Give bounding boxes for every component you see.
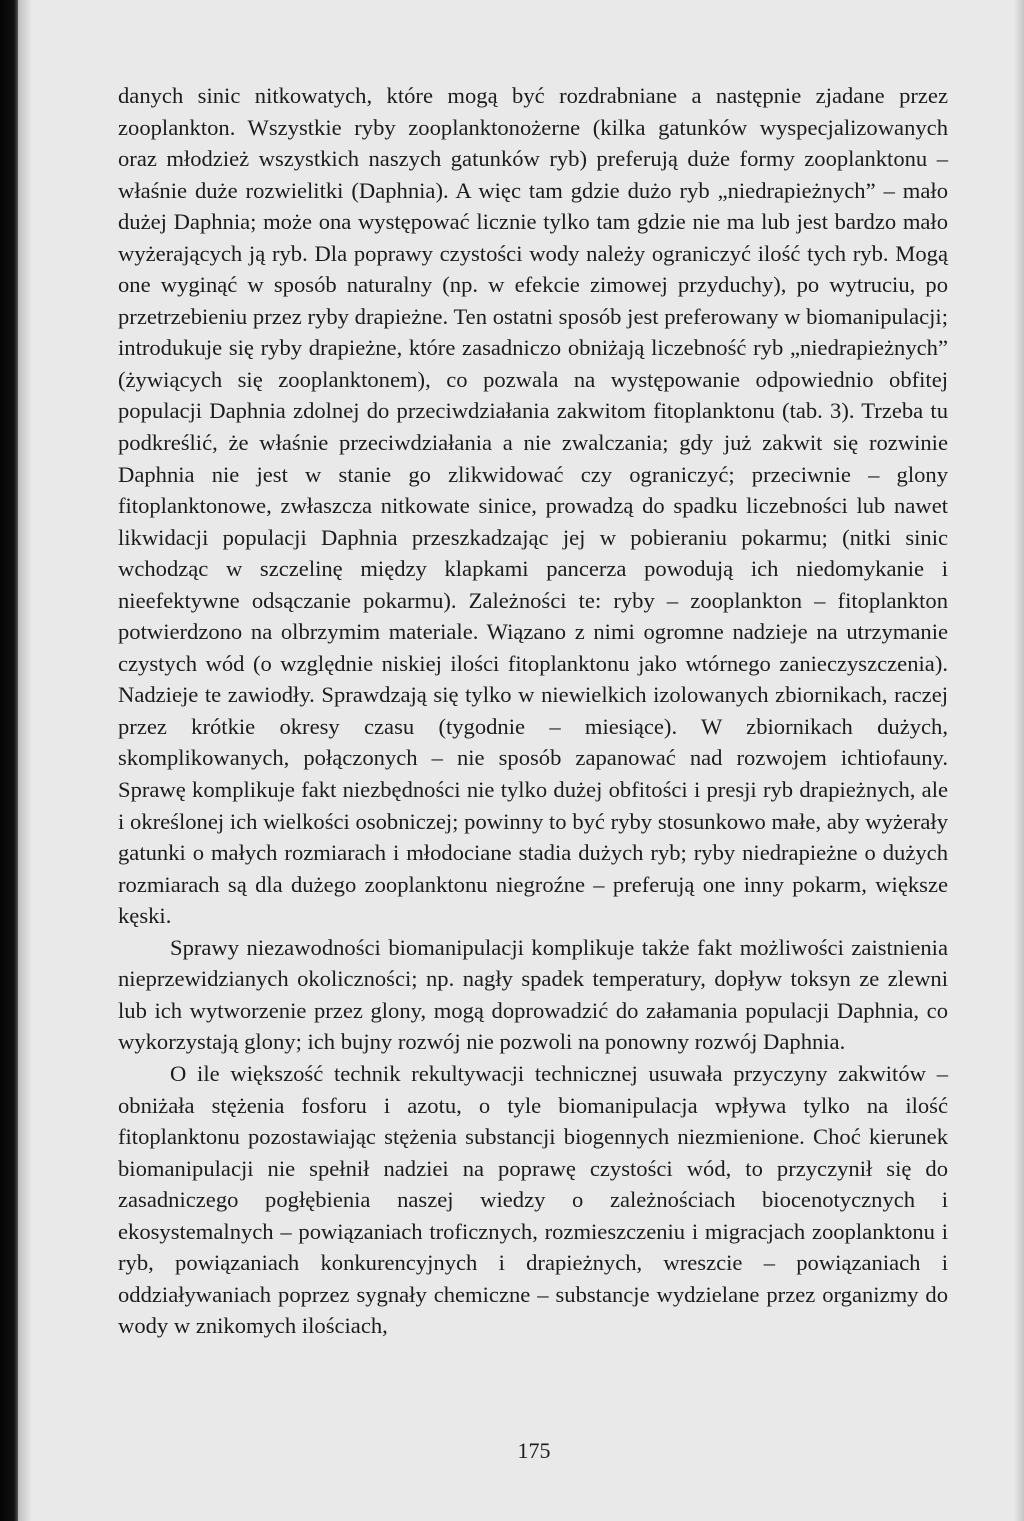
paragraph-continuation: danych sinic nitkowatych, które mogą być rozdrabniane a następnie zjadane przez zooplankton. Wszystkie ryby zooplanktonożerne (kilka gatunków wyspecjalizowanych oraz młodzież wszystkich naszych gatunków ryb) preferują duże formy zooplanktonu – właśnie duże rozwielitki (Daphnia). A więc tam gdzie dużo ryb „niedrapieżnych” – mało dużej Daphnia; może ona występować licznie tylko tam gdzie nie ma lub jest bardzo mało wyżerających ją ryb. Dla poprawy czystości wody należy ograniczyć ilość tych ryb. Mogą one wyginąć w sposób naturalny (np. w efekcie zimowej przyduchy), po wytruciu, po przetrzebieniu przez ryby drapieżne. Ten ostatni sposób jest preferowany w biomanipulacji; introdukuje się ryby drapieżne, które zasadniczo obniżają liczebność ryb „niedrapieżnych” (żywiących się zooplanktonem), co pozwala na występowanie odpowiednio obfitej populacji Daphnia zdolnej do przeciwdziałania zakwitom fitoplanktonu (tab. 3). Trzeba tu podkreślić, że właśnie przeciwdziałania a nie zwalczania; gdy już zakwit się rozwinie Daphnia nie jest w stanie go zlikwidować czy ograniczyć; przeciwnie – glony fitoplanktonowe, zwłaszcza nitkowate sinice, prowadzą do spadku liczebności lub nawet likwidacji populacji Daphnia przeszkadzając jej w pobieraniu pokarmu; (nitki sinic wchodząc w szczelinę między klapkami pancerza powodują ich niedomykanie i nieefektywne odsączanie pokarmu). Zależności te: ryby – zooplankton – fitoplankton potwierdzono na olbrzymim materiale. Wiązano z nimi ogromne nadzieje na utrzymanie czystych wód (o względnie niskiej ilości fitoplanktonu jako wtórnego zanieczyszczenia). Nadzieje te zawiodły. Sprawdzają się tylko w niewielkich izolowanych zbiornikach, raczej przez krótkie okresy czasu (tygodnie – miesiące). W zbiornikach dużych, skomplikowanych, połączonych – nie sposób zapanować nad rozwojem ichtiofauny. Sprawę komplikuje fakt niezbędności nie tylko dużej obfitości i presji ryb drapieżnych, ale i określonej ich wielkości osobniczej; powinny to być ryby stosunkowo małe, aby wyżerały gatunki o małych rozmiarach i młodociane stadia dużych ryb; ryby niedrapieżne o dużych rozmiarach są dla dużego zooplanktonu niegroźne – preferują one inny pokarm, większe kęski. (118, 83, 948, 929)
page-number: 175 (517, 1438, 551, 1463)
book-binding-edge (0, 0, 18, 1521)
paragraph-techniques: O ile większość technik rekultywacji technicznej usuwała przyczyny zakwitów – obniżała stężenia fosforu i azotu, o tyle biomanipulacja wpływa tylko na ilość fitoplanktonu pozostawiając stężenia substancji biogennych niezmienione. Choć kierunek biomanipulacji nie spełnił nadziei na poprawę czystości wód, to przyczynił się do zasadniczego pogłębienia naszej wiedzy o zależnościach biocenotycznych i ekosystemalnych – powiązaniach troficznych, rozmieszczeniu i migracjach zooplanktonu i ryb, powiązaniach konkurencyjnych i drapieżnych, wreszcie – powiązaniach i oddziaływaniach poprzez sygnały chemiczne – substancje wydzielane przez organizmy do wody w znikomych ilościach, (118, 1060, 948, 1339)
paragraph-reliability: Sprawy niezawodności biomanipulacji komplikuje także fakt możliwości zaistnienia nieprzewidzianych okoliczności; np. nagły spadek temperatury, dopływ toksyn ze zlewni lub ich wytworzenie przez glony, mogą doprowadzić do załamania populacji Daphnia, co wykorzystają glony; ich bujny rozwój nie pozwoli na ponowny rozwój Daphnia. (118, 934, 948, 1055)
page-edge-shadow (1014, 0, 1024, 1521)
binding-shadow (18, 0, 32, 1521)
page-body (118, 80, 948, 1342)
